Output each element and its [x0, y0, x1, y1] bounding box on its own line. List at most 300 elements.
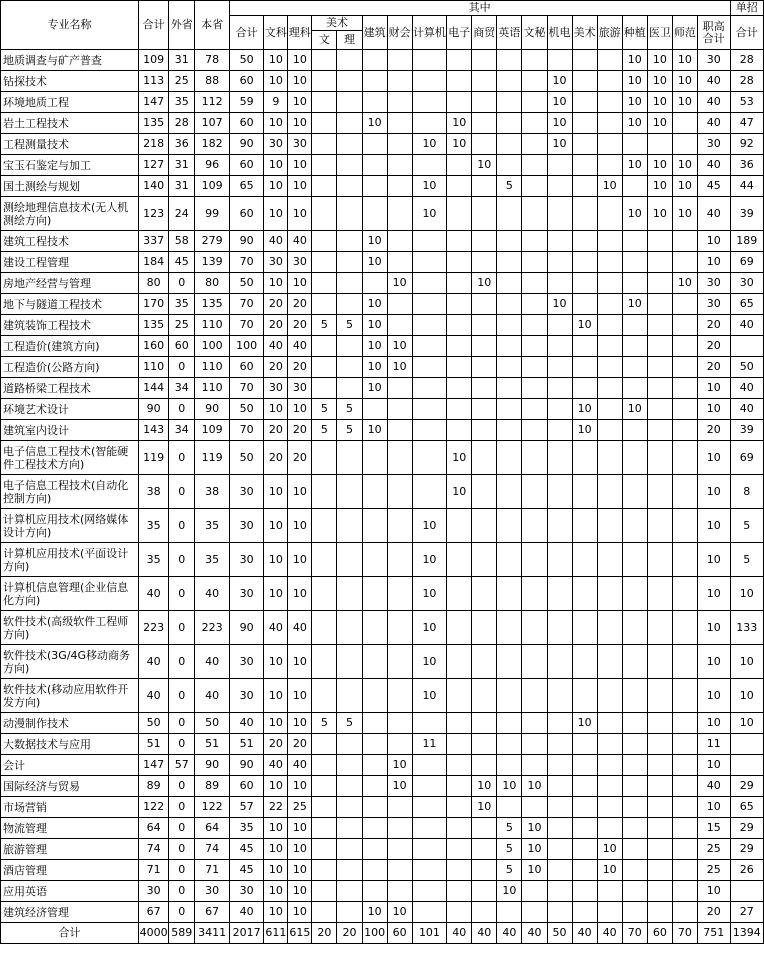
cell-value: 10 — [288, 273, 312, 294]
cell-value: 60 — [229, 71, 263, 92]
cell-value: 40 — [195, 645, 229, 679]
cell-value: 40 — [288, 611, 312, 645]
cell-value: 71 — [138, 860, 168, 881]
cell-value: 29 — [730, 839, 764, 860]
cell-value — [597, 252, 622, 273]
cell-value: 20 — [264, 441, 288, 475]
cell-value — [387, 577, 412, 611]
cell-value — [312, 645, 337, 679]
cell-value — [547, 420, 572, 441]
cell-value — [622, 441, 647, 475]
total-value: 70 — [672, 923, 697, 944]
cell-value — [497, 50, 522, 71]
cell-value — [597, 509, 622, 543]
cell-value — [622, 378, 647, 399]
cell-value: 0 — [169, 797, 195, 818]
cell-value — [622, 420, 647, 441]
cell-value — [362, 399, 387, 420]
cell-value — [447, 881, 472, 902]
cell-value — [572, 577, 597, 611]
cell-value — [597, 50, 622, 71]
cell-value — [497, 679, 522, 713]
cell-value — [312, 543, 337, 577]
cell-value: 50 — [138, 713, 168, 734]
header-lvyou: 旅游 — [597, 16, 622, 50]
cell-value — [387, 50, 412, 71]
cell-value: 34 — [169, 420, 195, 441]
total-value: 751 — [697, 923, 730, 944]
cell-value: 29 — [730, 776, 764, 797]
cell-value — [387, 475, 412, 509]
cell-value — [472, 294, 497, 315]
cell-value: 122 — [138, 797, 168, 818]
cell-value — [312, 134, 337, 155]
cell-value: 40 — [138, 577, 168, 611]
table-row — [1, 797, 764, 818]
cell-value: 30 — [264, 134, 288, 155]
cell-value — [337, 357, 362, 378]
cell-value: 10 — [622, 197, 647, 231]
cell-value — [522, 734, 547, 755]
cell-value — [497, 113, 522, 134]
cell-value — [572, 543, 597, 577]
total-value: 101 — [412, 923, 446, 944]
cell-value: 10 — [387, 776, 412, 797]
program-name: 工程造价(建筑方向) — [1, 336, 139, 357]
cell-value — [597, 797, 622, 818]
program-name: 计算机应用技术(平面设计方向) — [1, 543, 139, 577]
cell-value — [572, 839, 597, 860]
cell-value: 10 — [672, 71, 697, 92]
cell-value: 10 — [672, 92, 697, 113]
cell-value: 20 — [697, 420, 730, 441]
cell-value — [522, 475, 547, 509]
cell-value — [387, 134, 412, 155]
cell-value: 0 — [169, 902, 195, 923]
cell-value: 27 — [730, 902, 764, 923]
cell-value — [362, 818, 387, 839]
cell-value — [337, 679, 362, 713]
cell-value: 30 — [229, 475, 263, 509]
cell-value — [312, 71, 337, 92]
cell-value — [337, 797, 362, 818]
cell-value — [472, 755, 497, 776]
table-row — [1, 818, 764, 839]
cell-value: 10 — [447, 134, 472, 155]
cell-value — [337, 509, 362, 543]
cell-value — [647, 420, 672, 441]
cell-value — [547, 902, 572, 923]
cell-value: 34 — [169, 378, 195, 399]
cell-value: 10 — [412, 645, 446, 679]
cell-value — [547, 315, 572, 336]
cell-value — [547, 509, 572, 543]
cell-value — [597, 713, 622, 734]
cell-value — [547, 797, 572, 818]
cell-value — [312, 776, 337, 797]
cell-value — [730, 734, 764, 755]
cell-value: 10 — [288, 50, 312, 71]
cell-value: 10 — [288, 176, 312, 197]
table-row — [1, 755, 764, 776]
cell-value — [312, 336, 337, 357]
cell-value — [472, 611, 497, 645]
cell-value — [472, 92, 497, 113]
cell-value — [312, 860, 337, 881]
total-value: 20 — [337, 923, 362, 944]
cell-value — [597, 294, 622, 315]
cell-value: 10 — [362, 113, 387, 134]
cell-value: 40 — [697, 197, 730, 231]
cell-value: 0 — [169, 611, 195, 645]
cell-value: 35 — [169, 294, 195, 315]
cell-value: 10 — [288, 399, 312, 420]
cell-value — [497, 543, 522, 577]
cell-value — [337, 252, 362, 273]
cell-value: 30 — [264, 378, 288, 399]
cell-value — [647, 611, 672, 645]
cell-value: 10 — [288, 92, 312, 113]
cell-value: 189 — [730, 231, 764, 252]
cell-value — [672, 441, 697, 475]
table-row — [1, 336, 764, 357]
cell-value — [472, 881, 497, 902]
cell-value: 60 — [229, 155, 263, 176]
cell-value: 30 — [229, 509, 263, 543]
cell-value — [387, 294, 412, 315]
cell-value — [412, 336, 446, 357]
cell-value — [597, 113, 622, 134]
cell-value — [597, 134, 622, 155]
table-row — [1, 315, 764, 336]
cell-value: 10 — [447, 441, 472, 475]
cell-value: 10 — [472, 797, 497, 818]
cell-value — [412, 902, 446, 923]
cell-value — [337, 645, 362, 679]
cell-value — [362, 839, 387, 860]
cell-value — [447, 577, 472, 611]
cell-value — [362, 176, 387, 197]
cell-value — [572, 611, 597, 645]
cell-value: 135 — [138, 113, 168, 134]
cell-value: 113 — [138, 71, 168, 92]
cell-value — [572, 197, 597, 231]
cell-value — [412, 797, 446, 818]
cell-value: 144 — [138, 378, 168, 399]
cell-value: 10 — [597, 860, 622, 881]
cell-value — [472, 231, 497, 252]
cell-value — [672, 475, 697, 509]
cell-value: 5 — [730, 509, 764, 543]
cell-value: 30 — [138, 881, 168, 902]
cell-value: 10 — [547, 71, 572, 92]
cell-value: 57 — [229, 797, 263, 818]
cell-value: 10 — [288, 902, 312, 923]
cell-value: 109 — [195, 420, 229, 441]
cell-value — [647, 315, 672, 336]
cell-value: 30 — [288, 378, 312, 399]
cell-value: 35 — [195, 543, 229, 577]
header-dianzi: 电子 — [447, 16, 472, 50]
cell-value — [472, 713, 497, 734]
cell-value — [412, 315, 446, 336]
cell-value: 10 — [472, 273, 497, 294]
cell-value: 60 — [229, 357, 263, 378]
cell-value — [472, 197, 497, 231]
table-row — [1, 881, 764, 902]
cell-value — [412, 713, 446, 734]
cell-value — [312, 357, 337, 378]
cell-value: 31 — [169, 155, 195, 176]
cell-value — [547, 336, 572, 357]
cell-value — [387, 611, 412, 645]
cell-value — [447, 509, 472, 543]
cell-value: 28 — [169, 113, 195, 134]
cell-value: 5 — [337, 713, 362, 734]
total-value: 40 — [572, 923, 597, 944]
cell-value — [412, 818, 446, 839]
cell-value: 10 — [264, 176, 288, 197]
cell-value — [622, 776, 647, 797]
cell-value — [622, 611, 647, 645]
cell-value — [622, 273, 647, 294]
table-row — [1, 645, 764, 679]
cell-value: 80 — [195, 273, 229, 294]
cell-value: 10 — [288, 881, 312, 902]
cell-value — [447, 336, 472, 357]
header-shangmao: 商贸 — [472, 16, 497, 50]
cell-value — [447, 776, 472, 797]
cell-value: 90 — [229, 755, 263, 776]
cell-value — [622, 134, 647, 155]
cell-value — [647, 881, 672, 902]
table-row — [1, 252, 764, 273]
cell-value: 100 — [195, 336, 229, 357]
cell-value: 90 — [229, 611, 263, 645]
header-zhigao-total: 职高合计 — [697, 16, 730, 50]
program-name: 测绘地理信息技术(无人机测绘方向) — [1, 197, 139, 231]
cell-value — [472, 734, 497, 755]
cell-value — [622, 679, 647, 713]
cell-value — [572, 273, 597, 294]
cell-value — [672, 776, 697, 797]
cell-value — [497, 475, 522, 509]
cell-value — [387, 176, 412, 197]
program-name: 宝玉石鉴定与加工 — [1, 155, 139, 176]
program-name: 会计 — [1, 755, 139, 776]
cell-value: 10 — [288, 509, 312, 543]
cell-value: 40 — [288, 231, 312, 252]
header-name: 专业名称 — [1, 1, 139, 50]
cell-value: 30 — [229, 881, 263, 902]
cell-value: 20 — [697, 315, 730, 336]
cell-value — [522, 543, 547, 577]
cell-value — [312, 679, 337, 713]
cell-value: 10 — [647, 50, 672, 71]
cell-value: 10 — [264, 543, 288, 577]
cell-value: 122 — [195, 797, 229, 818]
cell-value: 10 — [288, 113, 312, 134]
cell-value — [447, 755, 472, 776]
table-row — [1, 197, 764, 231]
cell-value — [647, 543, 672, 577]
cell-value: 0 — [169, 776, 195, 797]
cell-value: 10 — [264, 881, 288, 902]
cell-value: 20 — [288, 294, 312, 315]
cell-value: 10 — [264, 860, 288, 881]
cell-value: 110 — [195, 357, 229, 378]
cell-value: 0 — [169, 577, 195, 611]
cell-value — [572, 881, 597, 902]
cell-value — [312, 611, 337, 645]
cell-value — [572, 645, 597, 679]
cell-value — [447, 839, 472, 860]
cell-value — [472, 420, 497, 441]
cell-value: 223 — [138, 611, 168, 645]
cell-value: 31 — [169, 50, 195, 71]
cell-value — [412, 399, 446, 420]
cell-value: 40 — [697, 776, 730, 797]
cell-value: 10 — [672, 50, 697, 71]
cell-value — [622, 860, 647, 881]
table-row — [1, 113, 764, 134]
cell-value: 8 — [730, 475, 764, 509]
program-name: 建筑经济管理 — [1, 902, 139, 923]
cell-value: 10 — [597, 176, 622, 197]
cell-value: 10 — [697, 509, 730, 543]
cell-value — [312, 176, 337, 197]
cell-value — [547, 818, 572, 839]
cell-value: 20 — [264, 294, 288, 315]
cell-value — [647, 294, 672, 315]
cell-value: 40 — [138, 679, 168, 713]
cell-value: 10 — [647, 155, 672, 176]
header-shifan: 师范 — [672, 16, 697, 50]
cell-value — [312, 734, 337, 755]
cell-value: 40 — [730, 378, 764, 399]
cell-value — [412, 92, 446, 113]
cell-value — [337, 92, 362, 113]
cell-value — [522, 113, 547, 134]
cell-value — [647, 860, 672, 881]
cell-value — [362, 860, 387, 881]
table-row — [1, 577, 764, 611]
cell-value: 20 — [264, 315, 288, 336]
cell-value: 90 — [195, 399, 229, 420]
cell-value: 50 — [229, 399, 263, 420]
cell-value — [547, 176, 572, 197]
table-row — [1, 509, 764, 543]
cell-value — [622, 713, 647, 734]
cell-value — [547, 155, 572, 176]
cell-value — [497, 734, 522, 755]
cell-value — [312, 881, 337, 902]
cell-value: 182 — [195, 134, 229, 155]
cell-value — [672, 252, 697, 273]
cell-value — [497, 294, 522, 315]
cell-value: 90 — [138, 399, 168, 420]
cell-value — [647, 679, 672, 713]
cell-value — [447, 818, 472, 839]
cell-value: 147 — [138, 92, 168, 113]
cell-value — [472, 113, 497, 134]
cell-value — [547, 357, 572, 378]
cell-value: 38 — [195, 475, 229, 509]
cell-value — [647, 378, 672, 399]
cell-value — [497, 577, 522, 611]
cell-value: 10 — [288, 577, 312, 611]
table-row — [1, 176, 764, 197]
cell-value: 10 — [362, 252, 387, 273]
cell-value: 10 — [697, 679, 730, 713]
cell-value — [312, 294, 337, 315]
cell-value: 223 — [195, 611, 229, 645]
cell-value — [362, 611, 387, 645]
cell-value: 70 — [229, 294, 263, 315]
cell-value — [647, 776, 672, 797]
cell-value — [572, 357, 597, 378]
cell-value — [337, 860, 362, 881]
header-wenke: 文科 — [264, 16, 288, 50]
cell-value: 40 — [730, 315, 764, 336]
cell-value: 71 — [195, 860, 229, 881]
cell-value: 133 — [730, 611, 764, 645]
cell-value — [522, 420, 547, 441]
cell-value — [447, 902, 472, 923]
cell-value: 10 — [730, 713, 764, 734]
cell-value — [572, 818, 597, 839]
program-name: 工程造价(公路方向) — [1, 357, 139, 378]
cell-value: 10 — [572, 713, 597, 734]
cell-value: 119 — [138, 441, 168, 475]
cell-value — [497, 645, 522, 679]
cell-value: 10 — [288, 475, 312, 509]
cell-value: 10 — [697, 713, 730, 734]
cell-value: 10 — [288, 776, 312, 797]
cell-value — [387, 420, 412, 441]
cell-value: 10 — [288, 713, 312, 734]
cell-value — [547, 197, 572, 231]
program-name: 软件技术(移动应用软件开发方向) — [1, 679, 139, 713]
cell-value — [522, 294, 547, 315]
cell-value: 20 — [697, 357, 730, 378]
cell-value — [522, 679, 547, 713]
cell-value — [497, 155, 522, 176]
cell-value: 90 — [195, 755, 229, 776]
cell-value — [572, 902, 597, 923]
cell-value: 30 — [195, 881, 229, 902]
cell-value: 70 — [229, 420, 263, 441]
cell-value: 30 — [697, 50, 730, 71]
table-row — [1, 378, 764, 399]
cell-value — [447, 176, 472, 197]
cell-value — [647, 645, 672, 679]
cell-value: 10 — [697, 881, 730, 902]
cell-value — [522, 645, 547, 679]
cell-value — [472, 252, 497, 273]
cell-value — [337, 71, 362, 92]
cell-value: 20 — [288, 315, 312, 336]
cell-value — [472, 475, 497, 509]
cell-value: 20 — [264, 734, 288, 755]
cell-value — [672, 509, 697, 543]
cell-value — [312, 755, 337, 776]
cell-value — [447, 734, 472, 755]
cell-value: 10 — [264, 475, 288, 509]
cell-value: 0 — [169, 818, 195, 839]
program-name: 环境艺术设计 — [1, 399, 139, 420]
cell-value — [647, 134, 672, 155]
